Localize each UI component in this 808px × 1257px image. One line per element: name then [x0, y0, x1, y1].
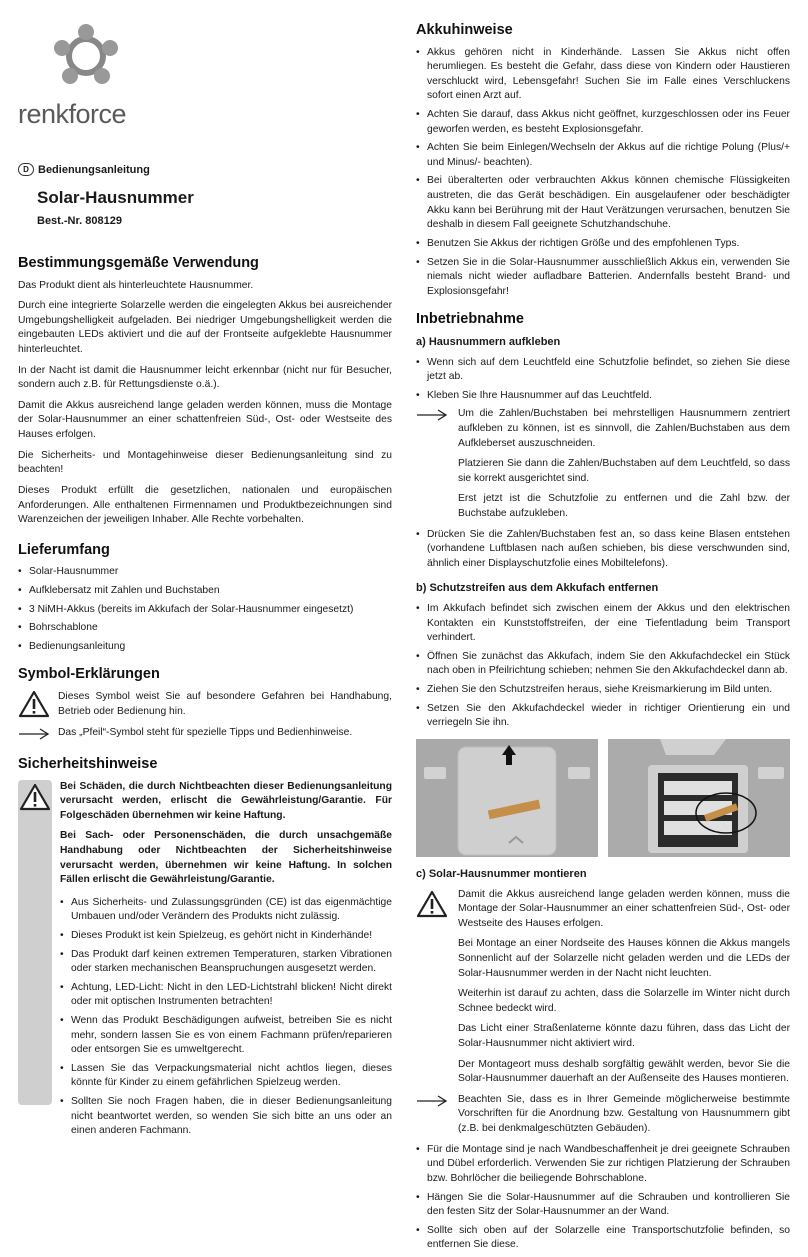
language-badge: D: [18, 163, 34, 176]
safety-bold-paragraph: Bei Sach- oder Personenschäden, die durch unsachgemäße Handhabung oder Nichtbeachten der Sicherheitshinweise verursacht werden, übernehmen wir keine Haftung. In solchen Fällen erlischt die Gewährleistung/Garantie.: [60, 830, 392, 886]
battery-photos: [416, 739, 790, 857]
commissioning-section: [416, 309, 790, 1253]
scope-list: [18, 565, 392, 654]
safety-heading: Sicherheitshinweise: [18, 755, 158, 772]
tip-paragraph: Erst jetzt ist die Schutzfolie zu entfernen und die Zahl bzw. der Buchstabe aufzukleben.: [458, 493, 790, 519]
tip-paragraph: Beachten Sie, dass es in Ihrer Gemeinde möglicherweise bestimmte Vorschriften für die Anordnung bzw. Gestaltung von Hausnummern gibt (z.B. bei denkmalgeschützten Gebäuden).: [458, 1093, 790, 1135]
warning-paragraph: Damit die Akkus ausreichend lange geladen werden können, muss die Montage der Solar-Hausnummer an einer schattenfreien Süd-, Ost- oder Westseite des Hauses erfolgen.: [458, 888, 790, 929]
safety-list: [60, 896, 392, 1139]
list-item: • Bei überalterten oder verbrauchten Akkus können chemische Flüssigkeiten austreten, die das Gerät beschädigen. Ein ausgelaufener oder beschädigter Akku kann bei Berührung mit der Haut Verätzungen verursachen, benutzen Sie deshalb in diesem Fall geeignete Schutzhandschuhe.: [416, 174, 790, 232]
battery-cover-photo-icon: [416, 739, 598, 857]
warning-paragraph: Bei Montage an einer Nordseite des Hauses können die Akkus mangels Sonnenlicht auf der Solarzelle nicht geladen werden und die LEDs der Solar-Hausnummer werden in der Nacht nicht leuchten.: [458, 938, 790, 979]
batteries-list: [416, 46, 790, 300]
list-item: • Hängen Sie die Solar-Hausnummer auf die Schrauben und kontrollieren Sie den festen Sitz der Solar-Hausnummer an der Wand.: [416, 1191, 790, 1220]
warning-symbol-row: [18, 690, 392, 720]
star-logo-icon: [18, 22, 158, 94]
list-item: • Achten Sie beim Einlegen/Wechseln der Akkus auf die richtige Polung (Plus/+ und Minus/- beachten).: [416, 141, 790, 170]
warning-triangle-icon: [18, 780, 52, 814]
brand-name: renkforce: [18, 98, 127, 129]
list-item: • Für die Montage sind je nach Wandbeschaffenheit je drei geeignete Schrauben und Dübel erforderlich. Verwenden Sie zur richtigen Platzierung der Schrauben bzw. Bohrlöcher die beiliegende Bohrschablone.: [416, 1143, 790, 1187]
list-item: • Benutzen Sie Akkus der richtigen Größe und des empfohlenen Typs.: [416, 237, 790, 252]
order-number: Best.-Nr. 808129: [37, 215, 122, 227]
list-item: • Achtung, LED-Licht: Nicht in den LED-Lichtstrahl blicken! Nicht direkt oder mit optischen Instrumenten betrachten!: [60, 981, 392, 1010]
list-item: • Bohrschablone: [18, 621, 392, 636]
right-column: [416, 20, 790, 1257]
list-item: • Ziehen Sie den Schutzstreifen heraus, siehe Kreismarkierung im Bild unten.: [416, 683, 790, 698]
photo-cover: [416, 739, 598, 857]
list-item: • Sollte sich oben auf der Solarzelle eine Transportschutzfolie befinden, so entfernen Sie diese.: [416, 1224, 790, 1253]
battery-compartment-photo-icon: [608, 739, 790, 857]
batteries-heading: Akkuhinweise: [416, 22, 513, 38]
list-item: • 3 NiMH-Akkus (bereits im Akkufach der Solar-Hausnummer eingesetzt): [18, 603, 392, 618]
product-title: Solar-Hausnummer: [37, 188, 194, 207]
safety-bold-paragraph: Bei Schäden, die durch Nichtbeachten dieser Bedienungsanleitung verursacht werden, erlischt die Gewährleistung/Garantie. Für Folgeschäden übernehmen wir keine Haftung.: [60, 780, 392, 821]
list-item: • Dieses Produkt ist kein Spielzeug, es gehört nicht in Kinderhände!: [60, 929, 392, 944]
subsection-b-list: [416, 602, 790, 731]
list-item: • Aus Sicherheits- und Zulassungsgründen (CE) ist das eigenmächtige Umbauen und/oder Verändern des Produkts nicht zulässig.: [60, 896, 392, 925]
list-item: • Akkus gehören nicht in Kinderhände. Lassen Sie Akkus nicht offen herumliegen. Es besteht die Gefahr, dass diese von Kindern oder Haustieren verschluckt wird, Lebensgefahr! Suchen Sie im Falle eines Verschluckens sofort einen Arzt auf.: [416, 46, 790, 104]
commissioning-heading: Inbetriebnahme: [416, 311, 524, 328]
list-item: • Wenn das Produkt Beschädigungen aufweist, betreiben Sie es nicht mehr, sondern lassen Sie es von einem Fachmann prüfen/reparieren oder entsorgen Sie es umweltgerecht.: [60, 1014, 392, 1058]
subsection-a-list: [416, 356, 790, 404]
subsection-c-heading: c) Solar-Hausnummer montieren: [416, 867, 587, 880]
list-item: • Lassen Sie das Verpackungsmaterial nicht achtlos liegen, dieses könnte für Kinder zu einem gefährlichen Spielzeug werden.: [60, 1062, 392, 1091]
safety-sidebar: [18, 780, 52, 1105]
scope-heading: Lieferumfang: [18, 541, 110, 558]
subsection-a-list-2: [416, 528, 790, 572]
warning-symbol-text: Dieses Symbol weist Sie auf besondere Gefahren bei Handhabung, Betrieb oder Bedienung hin.: [58, 690, 392, 717]
subsection-b-heading: b) Schutzstreifen aus dem Akkufach entfernen: [416, 582, 659, 595]
paragraph: Das Produkt dient als hinterleuchtete Hausnummer.: [18, 279, 254, 291]
arrow-symbol-text: Das „Pfeil“-Symbol steht für spezielle Tipps und Bedienhinweise.: [58, 726, 353, 738]
list-item: • Wenn sich auf dem Leuchtfeld eine Schutzfolie befindet, so ziehen Sie diese jetzt ab.: [416, 356, 790, 385]
warning-triangle-icon: [18, 690, 50, 718]
batteries-section: [416, 20, 790, 299]
symbols-section: [18, 664, 392, 746]
tip-paragraph: Um die Zahlen/Buchstaben bei mehrstelligen Hausnummern zentriert aufkleben zu können, ist es sinnvoll, die Zahlen/Buchstaben aus dem Aufkleberset auszuschneiden.: [458, 408, 790, 449]
list-item: • Aufklebersatz mit Zahlen und Buchstaben: [18, 584, 392, 599]
list-item: • Setzen Sie den Akkufachdeckel wieder in richtiger Orientierung ein und verriegeln Sie ihn.: [416, 702, 790, 731]
arrow-symbol-row: [18, 726, 392, 746]
manual-label: D Bedienungsanleitung: [18, 163, 150, 179]
list-item: • Drücken Sie die Zahlen/Buchstaben fest an, so dass keine Blasen entstehen (vorhandene Luftblasen nach außen schieben, bis diese verschwunden sind, ähnlich einer Displayschutzfolie eines Mobiltelefons).: [416, 528, 790, 572]
left-column: [18, 253, 392, 1143]
paragraph: Damit die Akkus ausreichend lange geladen werden können, muss die Montage der Solar-Hausnummer an einer schattenfreien Süd-, Ost- oder Westseite des Hauses erfolgen.: [18, 399, 392, 441]
list-item: • Solar-Hausnummer: [18, 565, 392, 580]
tip-paragraph: Platzieren Sie dann die Zahlen/Buchstaben auf dem Leuchtfeld, so dass sie korrekt ausgerichtet sind.: [458, 458, 790, 484]
scope-section: [18, 540, 392, 655]
arrow-right-icon: [416, 409, 448, 421]
paragraph: Durch eine integrierte Solarzelle werden die eingelegten Akkus bei ausreichender Umgebungshelligkeit aufgeladen. Bei niedriger Umgebungshelligkeit werden die eingebauten LEDs aktiviert und die auf der Frontseite aufgeklebte Hausnummer hinterleuchtet.: [18, 300, 392, 356]
arrow-right-icon: [18, 728, 50, 740]
intended-use-heading: Bestimmungsgemäße Verwendung: [18, 255, 259, 271]
paragraph: In der Nacht ist damit die Hausnummer leicht erkennbar (nicht nur für Besucher, sondern auch z.B. für Rettungsdienste o.ä.).: [18, 364, 392, 391]
warning-triangle-icon: [416, 890, 448, 918]
warning-paragraph: Das Licht einer Straßenlaterne könnte dazu führen, dass das Licht der Solar-Hausnummer nicht aktiviert wird.: [458, 1023, 790, 1050]
subsection-c-list: [416, 1143, 790, 1253]
warning-paragraph: Weiterhin ist darauf zu achten, dass die Solarzelle im Winter nicht durch Schnee bedeckt wird.: [458, 988, 790, 1014]
list-item: • Im Akkufach befindet sich zwischen einem der Akkus und den elektrischen Kontakten ein Kunststoffstreifen, der eine Tiefentladung beim Transport verhindert.: [416, 602, 790, 646]
list-item: • Setzen Sie in die Solar-Hausnummer ausschließlich Akkus ein, verwenden Sie niemals nicht wieder aufladbare Batterien. Andernfalls besteht Brand- und Explosionsgefahr!: [416, 256, 790, 300]
subsection-a-heading: a) Hausnummern aufkleben: [416, 335, 561, 348]
brand-logo: [18, 22, 158, 129]
symbols-heading: Symbol-Erklärungen: [18, 666, 160, 683]
paragraph: Die Sicherheits- und Montagehinweise dieser Bedienungsanleitung sind zu beachten!: [18, 449, 392, 476]
paragraph: Dieses Produkt erfüllt die gesetzlichen, nationalen und europäischen Anforderungen. Alle enthaltenen Firmennamen und Produktbezeichnungen sind Warenzeichen der jeweiligen Inhaber. Alle Rechte vorbehalten.: [18, 484, 392, 526]
list-item: • Öffnen Sie zunächst das Akkufach, indem Sie den Akkufachdeckel ein Stück nach oben in Pfeilrichtung schieben; nehmen Sie den Akkufachdeckel dann ab.: [416, 650, 790, 679]
photo-compartment: [608, 739, 790, 857]
safety-section: [18, 754, 392, 1139]
intended-use-section: [18, 253, 392, 528]
list-item: • Das Produkt darf keinen extremen Temperaturen, starken Vibrationen oder starken mechanischen Beanspruchungen ausgesetzt werden.: [60, 948, 392, 977]
list-item: • Sollten Sie noch Fragen haben, die in dieser Bedienungsanleitung nicht beantwortet werden, so wenden Sie sich bitte an uns oder an einen anderen Fachmann.: [60, 1095, 392, 1139]
list-item: • Achten Sie darauf, dass Akkus nicht geöffnet, kurzgeschlossen oder ins Feuer geworfen werden, es besteht Explosionsgefahr.: [416, 108, 790, 137]
safety-block: [18, 780, 392, 1139]
arrow-right-icon: [416, 1095, 448, 1107]
mounting-warning-block: [416, 888, 790, 1087]
list-item: • Kleben Sie Ihre Hausnummer auf das Leuchtfeld.: [416, 389, 790, 404]
list-item: • Bedienungsanleitung: [18, 640, 392, 655]
tip-block: [416, 407, 790, 521]
mounting-tip-block: [416, 1093, 790, 1137]
warning-paragraph: Der Montageort muss deshalb sorgfältig gewählt werden, bevor Sie die Solar-Hausnummer dauerhaft an der Außenseite des Hauses montieren.: [458, 1058, 790, 1085]
